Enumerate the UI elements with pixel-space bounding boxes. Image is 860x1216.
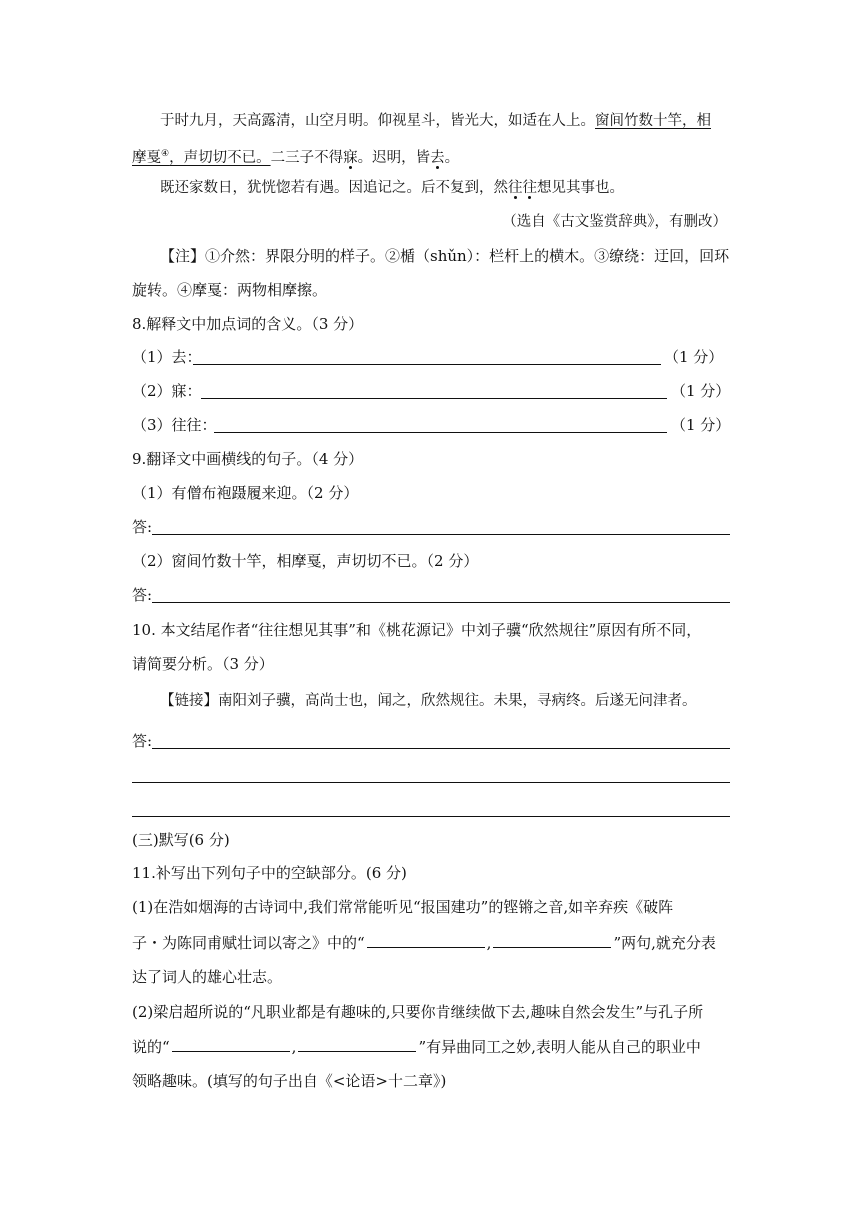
q11-2-line-3: 领略趣味。(填写的句子出自《<论语>十二章》) bbox=[132, 1072, 447, 1090]
dotted-word-qu: 去 bbox=[430, 149, 445, 166]
q9-answer-label-1: 答: bbox=[132, 518, 153, 536]
q9-answer-label-2: 答: bbox=[132, 586, 153, 604]
q8-item-1-label: （1）去： bbox=[132, 348, 202, 366]
dotted-word-mei: 寐 bbox=[343, 149, 358, 166]
q9-answer-line-1[interactable] bbox=[152, 534, 730, 535]
q10-link: 【链接】南阳刘子骥，高尚士也，闻之，欣然规往。未果，寻病终。后遂无问津者。 bbox=[160, 693, 697, 709]
q11-1-line-2: 子・为陈同甫赋壮词以寄之》中的“ , ”两句,就充分表 bbox=[132, 934, 716, 952]
q11-2-line-2: 说的“ , ”有异曲同工之妙,表明人能从自己的职业中 bbox=[132, 1038, 701, 1056]
q8-item-1-score: （1 分） bbox=[664, 348, 724, 366]
q8-item-1-answer-line[interactable] bbox=[193, 364, 661, 365]
q8-item-2-score: （1 分） bbox=[671, 382, 731, 400]
note-line-1: 【注】①介然：界限分明的样子。②楯（shǔn）：栏杆上的横木。③缭绕：迂回，回环 bbox=[160, 247, 730, 265]
q10-answer-line-1[interactable] bbox=[152, 748, 730, 749]
q8-item-2-label: （2）寐： bbox=[132, 382, 202, 400]
q8-title: 8.解释文中加点词的含义。（3 分） bbox=[132, 315, 364, 333]
passage-line-2: 摩戛④，声切切不已。二三子不得寐。迟明，皆去。 bbox=[132, 149, 460, 166]
underlined-sentence: 窗间竹数十竿，相 bbox=[595, 113, 711, 129]
dotted-word-wang-1: 往 bbox=[508, 180, 523, 196]
q11-1-line-3: 达了词人的雄心壮志。 bbox=[132, 968, 283, 986]
q11-1-blank-1[interactable] bbox=[367, 933, 485, 948]
q8-item-3-answer-line[interactable] bbox=[214, 432, 667, 433]
passage-line-1: 于时九月，天高露清，山空月明。仰视星斗，皆光大，如适在人上。窗间竹数十竿，相 bbox=[160, 113, 711, 129]
q8-item-2-answer-line[interactable] bbox=[201, 398, 667, 399]
q9-sub-2: （2）窗间竹数十竿，相摩戛，声切切不已。（2 分） bbox=[132, 552, 479, 570]
q10-answer-line-2[interactable] bbox=[132, 782, 730, 783]
note-line-2: 旋转。④摩戛：两物相摩擦。 bbox=[132, 281, 328, 299]
q9-answer-line-2[interactable] bbox=[152, 602, 730, 603]
q11-2-blank-1[interactable] bbox=[172, 1037, 290, 1052]
q11-2-blank-2[interactable] bbox=[298, 1037, 416, 1052]
source-citation: （选自《古文鉴赏辞典》，有删改） bbox=[502, 214, 727, 230]
q8-item-3-label: （3）往往： bbox=[132, 416, 217, 434]
q10-answer-line-3[interactable] bbox=[132, 816, 730, 817]
q9-sub-1: （1）有僧布袍蹑履来迎。（2 分） bbox=[132, 484, 359, 502]
q11-title: 11.补写出下列句子中的空缺部分。(6 分) bbox=[132, 864, 407, 882]
q11-1-line-1: (1)在浩如烟海的古诗词中,我们常常能听见“报国建功”的铿锵之音,如辛弃疾《破阵 bbox=[132, 898, 674, 916]
section-3-title: (三)默写(6 分) bbox=[132, 831, 230, 849]
passage-line-3: 既还家数日，犹恍惚若有遇。因追记之。后不复到，然往往想见其事也。 bbox=[160, 180, 624, 196]
q11-2-line-1: (2)梁启超所说的“凡职业都是有趣味的,只要你肯继续做下去,趣味自然会发生”与孔子所 bbox=[132, 1003, 704, 1021]
q9-title: 9.翻译文中画横线的句子。（4 分） bbox=[132, 450, 364, 468]
dotted-word-wang-2: 往 bbox=[522, 180, 537, 196]
q10-line-2: 请简要分析。（3 分） bbox=[132, 655, 274, 673]
q10-line-1: 10. 本文结尾作者“往往想见其事”和《桃花源记》中刘子骥“欣然规往”原因有所不同， bbox=[132, 621, 702, 639]
q11-1-blank-2[interactable] bbox=[493, 933, 611, 948]
q8-item-3-score: （1 分） bbox=[671, 416, 731, 434]
q10-answer-label: 答: bbox=[132, 732, 153, 750]
